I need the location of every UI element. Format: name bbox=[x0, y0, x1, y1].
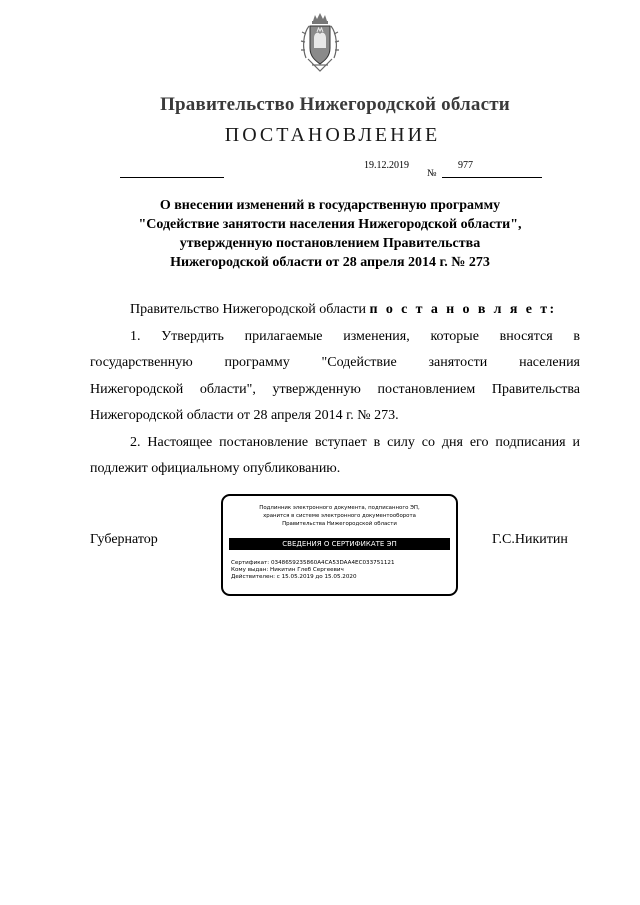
certificate-row bbox=[231, 560, 395, 567]
subject-line: О внесении изменений в государственную программу bbox=[159, 198, 501, 213]
subject-line: "Содействие занятости населения Нижегородской области", bbox=[138, 217, 522, 232]
document-subject bbox=[120, 196, 540, 272]
item-2-line: 2. Настоящее постановление вступает в силу со дня его подписания и bbox=[130, 434, 580, 450]
issued-to-label: Кому выдан: bbox=[231, 567, 269, 574]
signatory-name: Г.С.Никитин bbox=[492, 532, 568, 547]
intro-prefix: Правительство Нижегородской области bbox=[130, 302, 366, 317]
certificate-value: 0348659235860A4CA53DAA4EC033751121 bbox=[270, 560, 395, 566]
document-date: 19.12.2019 bbox=[364, 160, 409, 171]
stamp-notice-line: Правительства Нижегородской области bbox=[282, 521, 397, 527]
document-number: 977 bbox=[458, 160, 473, 171]
stamp-details bbox=[231, 560, 395, 582]
subject-line: Нижегородской области от 28 апреля 2014 г. № 273 bbox=[170, 255, 490, 270]
item-1-line: Нижегородской области от 28 апреля 2014 г. № 273. bbox=[90, 408, 399, 423]
validity-label: Действителен: bbox=[231, 574, 275, 581]
item-2-line: подлежит официальному опубликованию. bbox=[90, 461, 341, 476]
validity-value: с 15.05.2019 до 15.05.2020 bbox=[276, 574, 357, 581]
resolution-intro bbox=[90, 297, 580, 324]
electronic-signature-stamp bbox=[221, 494, 458, 596]
resolution-item-2 bbox=[90, 430, 580, 483]
government-name: Правительство Нижегородской области bbox=[160, 94, 510, 115]
stamp-notice bbox=[223, 504, 456, 528]
resolution-item-1 bbox=[90, 324, 580, 430]
number-label: № bbox=[427, 168, 437, 179]
item-1-line: Нижегородской области", утвержденную постановлением Правительства bbox=[90, 381, 580, 397]
signatory-position: Губернатор bbox=[90, 532, 158, 547]
stamp-header: СВЕДЕНИЯ О СЕРТИФИКАТЕ ЭП bbox=[229, 538, 450, 550]
coat-of-arms-icon bbox=[300, 12, 340, 74]
document-body bbox=[90, 297, 580, 483]
issued-to-value: Никитин Глеб Сергеевич bbox=[270, 567, 344, 574]
certificate-label: Сертификат: bbox=[231, 560, 270, 566]
item-1-line: 1. Утвердить прилагаемые изменения, которые вносятся в bbox=[130, 328, 580, 344]
number-line bbox=[442, 177, 542, 178]
intro-verb: п о с т а н о в л я е т: bbox=[369, 302, 557, 317]
document-type: ПОСТАНОВЛЕНИЕ bbox=[224, 124, 441, 146]
stamp-notice-line: хранится в системе электронного документооборота bbox=[263, 513, 416, 519]
item-1-line: государственную программу "Содействие занятости населения bbox=[90, 355, 580, 370]
subject-line: утвержденную постановлением Правительства bbox=[179, 236, 481, 251]
stamp-notice-line: Подлинник электронного документа, подписанного ЭП, bbox=[259, 505, 420, 511]
validity-row bbox=[231, 574, 395, 581]
date-blank-line bbox=[120, 177, 224, 178]
